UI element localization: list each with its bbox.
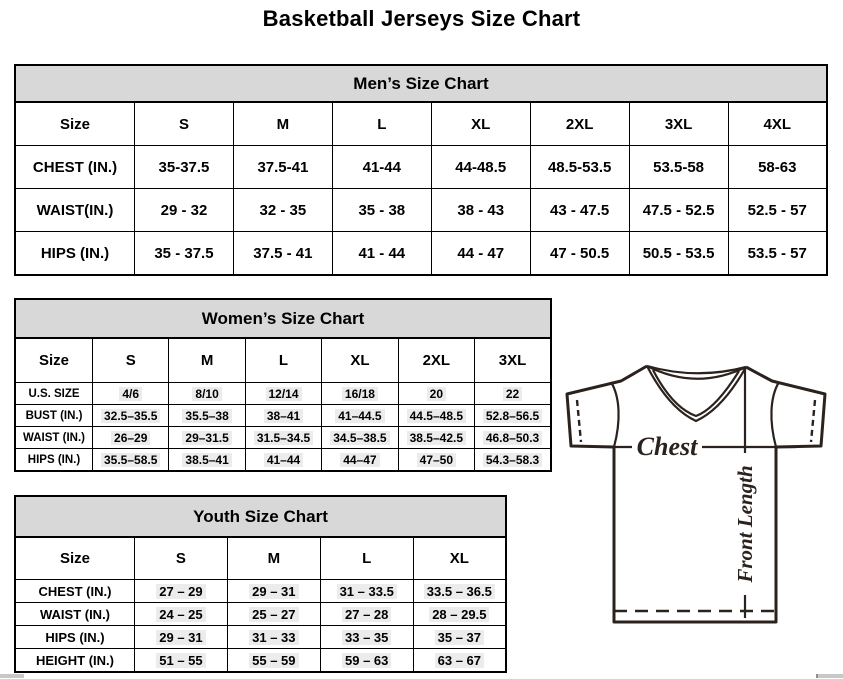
size-value-cell: 63 – 67 xyxy=(413,649,506,673)
row-label-header: Size xyxy=(15,338,93,383)
size-value-cell: 37.5 - 41 xyxy=(233,232,332,276)
size-column-header: M xyxy=(169,338,245,383)
size-value-cell: 29 - 32 xyxy=(135,189,234,232)
size-value-cell: 31 – 33.5 xyxy=(320,580,413,603)
size-value-cell: 52.8–56.5 xyxy=(475,405,551,427)
measurement-row xyxy=(15,232,827,276)
mens-size-chart xyxy=(14,64,828,276)
size-value-cell: 22 xyxy=(475,383,551,405)
jersey-measurement-diagram xyxy=(557,357,840,630)
measurement-row xyxy=(15,383,551,405)
size-column-header: 2XL xyxy=(530,102,629,146)
size-value-cell: 41 - 44 xyxy=(332,232,431,276)
size-value-cell: 25 – 27 xyxy=(227,603,320,626)
size-value-cell: 34.5–38.5 xyxy=(322,427,398,449)
size-value-cell: 44.5–48.5 xyxy=(398,405,474,427)
measurement-row xyxy=(15,580,506,603)
size-column-header: L xyxy=(245,338,321,383)
size-column-header: XL xyxy=(322,338,398,383)
size-value-cell: 37.5-41 xyxy=(233,146,332,189)
row-label: U.S. SIZE xyxy=(15,383,93,405)
size-column-header: 4XL xyxy=(728,102,827,146)
size-value-cell: 12/14 xyxy=(245,383,321,405)
size-value-cell: 48.5-53.5 xyxy=(530,146,629,189)
youth-size-chart xyxy=(14,495,507,673)
size-value-cell: 4/6 xyxy=(93,383,169,405)
row-label: HIPS (IN.) xyxy=(15,626,135,649)
chest-label: Chest xyxy=(636,432,698,461)
size-value-cell: 32.5–35.5 xyxy=(93,405,169,427)
size-value-cell: 20 xyxy=(398,383,474,405)
row-label: HIPS (IN.) xyxy=(15,449,93,472)
row-label-header: Size xyxy=(15,537,135,580)
size-value-cell: 52.5 - 57 xyxy=(728,189,827,232)
size-value-cell: 29 – 31 xyxy=(227,580,320,603)
size-value-cell: 35.5–38 xyxy=(169,405,245,427)
size-value-cell: 50.5 - 53.5 xyxy=(629,232,728,276)
size-value-cell: 47–50 xyxy=(398,449,474,472)
size-value-cell: 58-63 xyxy=(728,146,827,189)
womens-size-table xyxy=(14,337,552,472)
armhole-seam-left xyxy=(611,382,619,447)
size-column-header: S xyxy=(93,338,169,383)
size-value-cell: 47.5 - 52.5 xyxy=(629,189,728,232)
size-value-cell: 38–41 xyxy=(245,405,321,427)
size-value-cell: 44–47 xyxy=(322,449,398,472)
size-value-cell: 43 - 47.5 xyxy=(530,189,629,232)
size-value-cell: 35.5–58.5 xyxy=(93,449,169,472)
size-column-header: M xyxy=(227,537,320,580)
size-column-header: 3XL xyxy=(629,102,728,146)
size-value-cell: 31.5–34.5 xyxy=(245,427,321,449)
measurement-row xyxy=(15,626,506,649)
measurement-row xyxy=(15,427,551,449)
size-value-cell: 38.5–42.5 xyxy=(398,427,474,449)
jersey-outline xyxy=(567,366,825,622)
size-value-cell: 33.5 – 36.5 xyxy=(413,580,506,603)
size-value-cell: 47 - 50.5 xyxy=(530,232,629,276)
size-value-cell: 38 - 43 xyxy=(431,189,530,232)
youth-size-table xyxy=(14,536,507,673)
size-column-header: M xyxy=(233,102,332,146)
row-label: CHEST (IN.) xyxy=(15,146,135,189)
size-value-cell: 27 – 28 xyxy=(320,603,413,626)
size-value-cell: 29 – 31 xyxy=(135,626,228,649)
size-header-row xyxy=(15,102,827,146)
size-value-cell: 46.8–50.3 xyxy=(475,427,551,449)
size-column-header: 3XL xyxy=(475,338,551,383)
horizontal-scrollbar-fragment-right[interactable] xyxy=(816,674,843,678)
measurement-row xyxy=(15,649,506,673)
row-label: WAIST (IN.) xyxy=(15,427,93,449)
row-label: BUST (IN.) xyxy=(15,405,93,427)
size-header-row xyxy=(15,338,551,383)
size-column-header: L xyxy=(320,537,413,580)
size-value-cell: 54.3–58.3 xyxy=(475,449,551,472)
size-column-header: S xyxy=(135,537,228,580)
size-column-header: 2XL xyxy=(398,338,474,383)
size-value-cell: 41-44 xyxy=(332,146,431,189)
size-value-cell: 35-37.5 xyxy=(135,146,234,189)
row-label: WAIST(IN.) xyxy=(15,189,135,232)
size-value-cell: 59 – 63 xyxy=(320,649,413,673)
size-value-cell: 8/10 xyxy=(169,383,245,405)
size-value-cell: 31 – 33 xyxy=(227,626,320,649)
size-value-cell: 41–44.5 xyxy=(322,405,398,427)
measurement-row xyxy=(15,405,551,427)
sleeve-hem-dashed-left xyxy=(577,400,581,442)
row-label: HEIGHT (IN.) xyxy=(15,649,135,673)
size-column-header: XL xyxy=(431,102,530,146)
size-value-cell: 26–29 xyxy=(93,427,169,449)
horizontal-scrollbar-fragment-left[interactable] xyxy=(0,674,24,678)
womens-size-chart xyxy=(14,298,552,472)
size-column-header: S xyxy=(135,102,234,146)
row-label: WAIST (IN.) xyxy=(15,603,135,626)
page-title: Basketball Jerseys Size Chart xyxy=(262,6,581,31)
size-value-cell: 35 - 37.5 xyxy=(135,232,234,276)
size-value-cell: 41–44 xyxy=(245,449,321,472)
size-value-cell: 24 – 25 xyxy=(135,603,228,626)
measurement-row xyxy=(15,603,506,626)
size-value-cell: 35 - 38 xyxy=(332,189,431,232)
size-value-cell: 38.5–41 xyxy=(169,449,245,472)
size-value-cell: 44-48.5 xyxy=(431,146,530,189)
measurement-row xyxy=(15,189,827,232)
size-value-cell: 28 – 29.5 xyxy=(413,603,506,626)
size-value-cell: 27 – 29 xyxy=(135,580,228,603)
sleeve-hem-dashed-right xyxy=(811,400,815,442)
youth-chart-title: Youth Size Chart xyxy=(14,495,507,536)
measurement-row xyxy=(15,146,827,189)
mens-size-table xyxy=(14,101,828,276)
size-value-cell: 33 – 35 xyxy=(320,626,413,649)
row-label: CHEST (IN.) xyxy=(15,580,135,603)
size-value-cell: 16/18 xyxy=(322,383,398,405)
size-value-cell: 32 - 35 xyxy=(233,189,332,232)
womens-chart-title: Women’s Size Chart xyxy=(14,298,552,337)
size-value-cell: 29–31.5 xyxy=(169,427,245,449)
size-column-header: XL xyxy=(413,537,506,580)
size-value-cell: 53.5 - 57 xyxy=(728,232,827,276)
size-column-header: L xyxy=(332,102,431,146)
armhole-seam-right xyxy=(771,382,779,447)
row-label-header: Size xyxy=(15,102,135,146)
size-value-cell: 44 - 47 xyxy=(431,232,530,276)
measurement-row xyxy=(15,449,551,472)
row-label: HIPS (IN.) xyxy=(15,232,135,276)
mens-chart-title: Men’s Size Chart xyxy=(14,64,828,101)
size-value-cell: 55 – 59 xyxy=(227,649,320,673)
v-neck-collar xyxy=(647,366,746,421)
size-value-cell: 51 – 55 xyxy=(135,649,228,673)
size-value-cell: 53.5-58 xyxy=(629,146,728,189)
size-header-row xyxy=(15,537,506,580)
size-value-cell: 35 – 37 xyxy=(413,626,506,649)
front-length-label: Front Length xyxy=(733,465,757,583)
